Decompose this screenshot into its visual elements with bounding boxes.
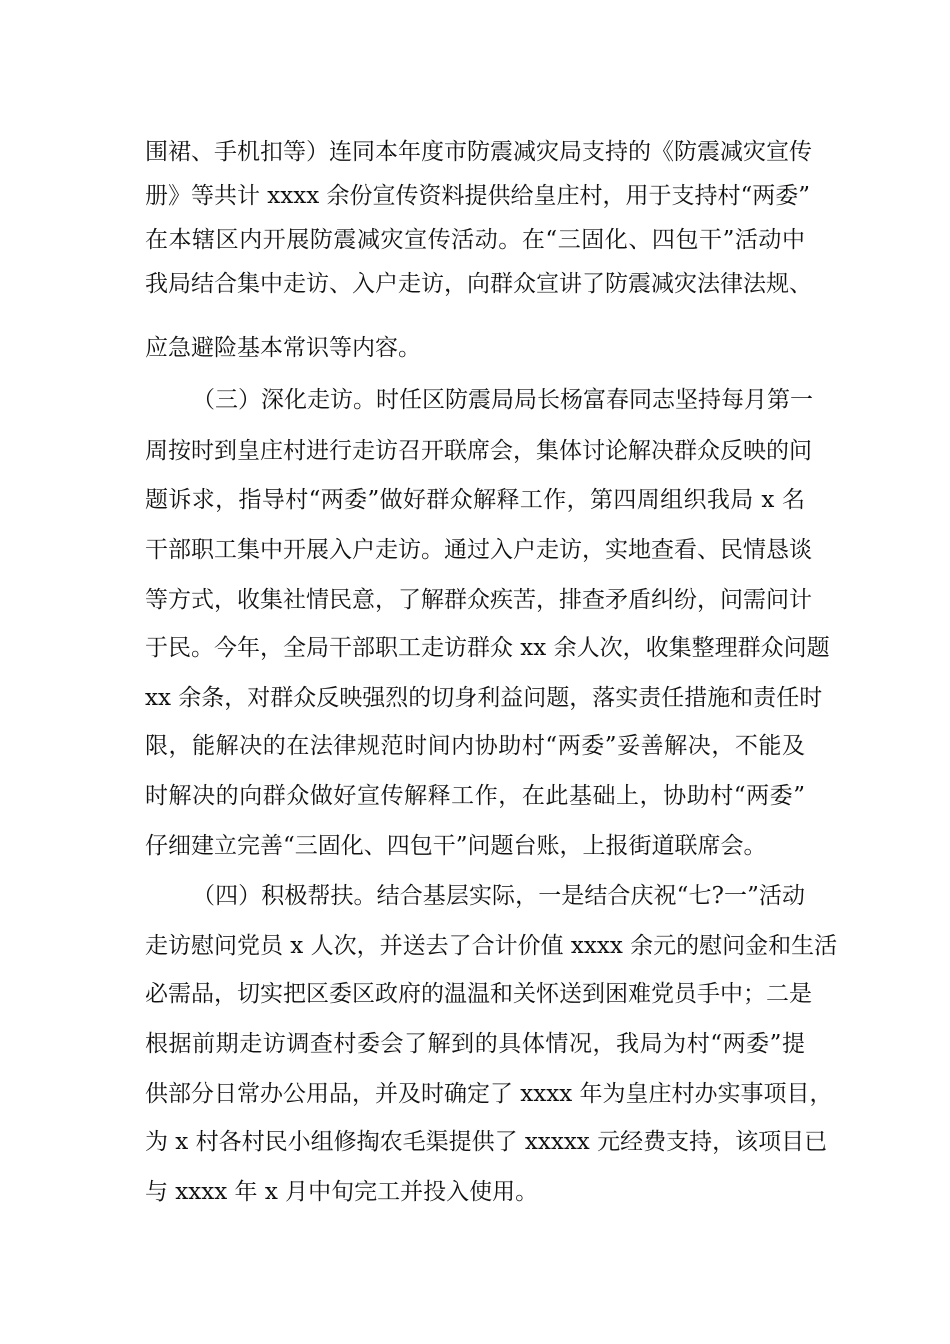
- text-line: 干部职工集中开展入户走访。通过入户走访，实地查看、民情恳谈: [145, 537, 812, 563]
- text-line: 我局结合集中走访、入户走访，向群众宣讲了防震减灾法律法规、: [145, 271, 812, 297]
- text-line: 于民。今年，全局干部职工走访群众 xx 余人次，收集整理群众问题: [145, 635, 830, 661]
- text-line: 应急避险基本常识等内容。: [145, 335, 421, 361]
- text-line: 仔细建立完善“三固化、四包干”问题台账，上报街道联席会。: [145, 833, 767, 859]
- text-line: 必需品，切实把区委区政府的温温和关怀送到困难党员手中；二是: [145, 981, 812, 1007]
- text-line: 为 x 村各村民小组修掏农毛渠提供了 xxxxx 元经费支持，该项目已: [145, 1129, 828, 1155]
- text-line: 等方式，收集社情民意，了解群众疾苦，排查矛盾纠纷，问需问计: [145, 587, 812, 613]
- text-line: 供部分日常办公用品，并及时确定了 xxxx 年为皇庄村办实事项目，: [145, 1081, 833, 1107]
- paragraph-heading-line: （三）深化走访。时任区防震局局长杨富春同志坚持每月第一: [192, 387, 813, 413]
- text-line: 在本辖区内开展防震减灾宣传活动。在“三固化、四包干”活动中: [145, 227, 805, 253]
- text-line: xx 余条，对群众反映强烈的切身利益问题，落实责任措施和责任时: [145, 685, 823, 711]
- text-line: 题诉求，指导村“两委”做好群众解释工作，第四周组织我局 x 名: [145, 487, 805, 513]
- text-line: 周按时到皇庄村进行走访召开联席会，集体讨论解决群众反映的问: [145, 438, 812, 464]
- text-line: 限，能解决的在法律规范时间内协助村“两委”妥善解决，不能及: [145, 733, 805, 759]
- text-line: 走访慰问党员 x 人次，并送去了合计价值 xxxx 余元的慰问金和生活: [145, 933, 838, 959]
- text-line: 时解决的向群众做好宣传解释工作，在此基础上，协助村“两委”: [145, 783, 805, 809]
- text-line: 围裙、手机扣等）连同本年度市防震减灾局支持的《防震减灾宣传: [145, 139, 812, 165]
- text-line: 与 xxxx 年 x 月中旬完工并投入使用。: [145, 1179, 539, 1205]
- text-line: 根据前期走访调查村委会了解到的具体情况，我局为村“两委”提: [145, 1031, 805, 1057]
- text-line: 册》等共计 xxxx 余份宣传资料提供给皇庄村，用于支持村“两委”: [145, 183, 811, 209]
- paragraph-heading-line: （四）积极帮扶。结合基层实际，一是结合庆祝“七?一”活动: [192, 883, 805, 909]
